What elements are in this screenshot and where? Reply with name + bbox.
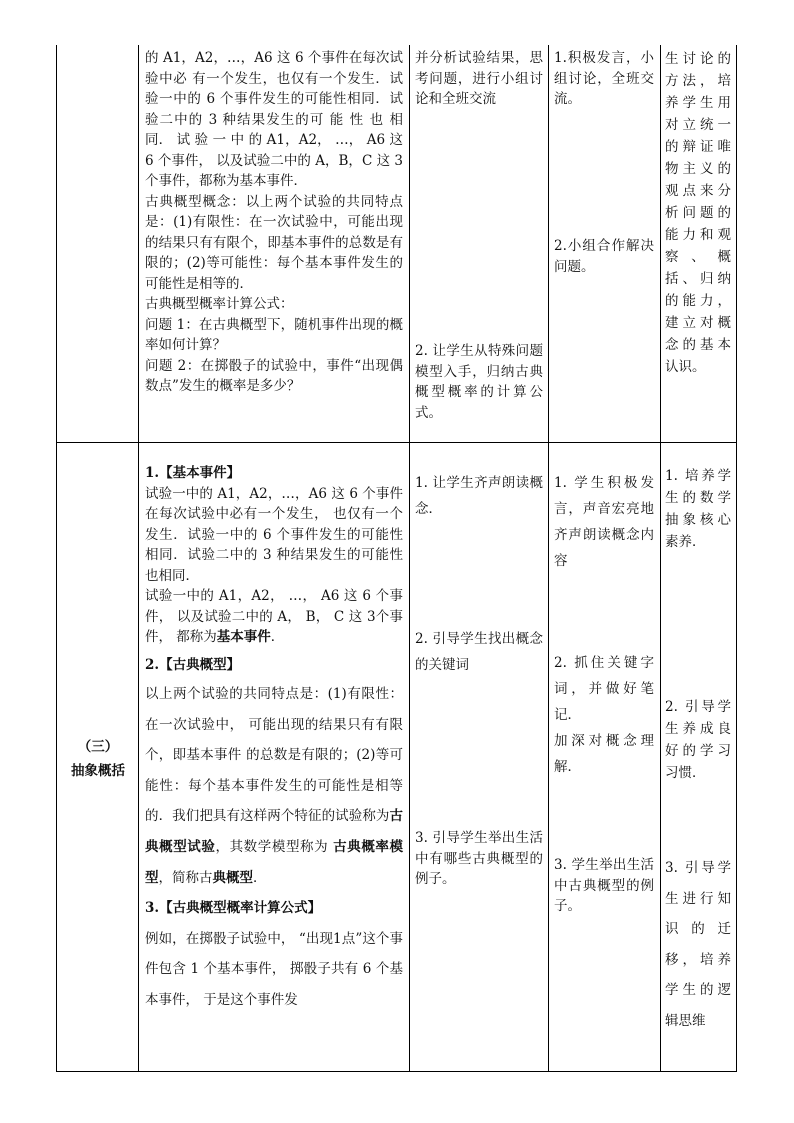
paragraph: 3. 学生举出生活中古典概型的例子。 — [554, 857, 654, 914]
teacher-activity-cell — [415, 48, 543, 110]
column-divider — [660, 45, 661, 1072]
paragraph: 2. 引导学生找出概念的关键词 — [415, 631, 543, 673]
teacher-activity-cell — [415, 626, 543, 678]
text-run: ． — [270, 629, 285, 645]
paragraph: 并分析试验结果，思考问题，进行小组讨论和全班交流 — [415, 50, 543, 107]
key-term: 古典概率模型 — [145, 838, 404, 886]
text-run: ． — [253, 869, 267, 886]
paragraph: 古典概型概念：以上两个试验的共同特点是：(1)有限性：在一次试验中，可能出现的结果只有有限个，即基本事件的总数是有限的；(2)等可能性：每个基本事件发生的可能性是相等的． — [145, 193, 403, 292]
paragraph: 2. 抓住关键字词，并做好笔记． — [554, 655, 654, 723]
section-heading: 1.【基本事件】 — [145, 465, 241, 481]
stage-cell — [60, 735, 136, 783]
stage-number: （三） — [77, 739, 119, 755]
content-cell — [145, 48, 403, 397]
student-activity-cell — [554, 855, 654, 917]
text-run: 以上两个试验的共同特点是：(1)有限性：在一次试验中， 可能出现的结果只有有限个，即基本事件 的总数是有限的；(2)等可能性：每个基本事件发生的可能性是相等的．我们把具有这样两个特征的试验称为 — [145, 686, 403, 825]
paragraph: 2.小组合作解决问题。 — [554, 238, 654, 275]
paragraph: 古典概型概率计算公式： — [145, 296, 294, 312]
paragraph: 问题 2：在掷骰子的试验中，事件“出现偶数点”发生的概率是多少？ — [145, 357, 403, 394]
paragraph: 2. 引导学生养成良好的学习习惯． — [665, 699, 731, 781]
student-activity-cell — [554, 470, 654, 574]
paragraph: 生讨论的方法，培养学生用对立统一的辩证唯物主义的观点来分析问题的能力和观察、概括、归纳的能力，建立对概念的基本认识。 — [665, 51, 731, 375]
paragraph: 问题 1：在古典概型下，随机事件出现的概率如何计算？ — [145, 316, 403, 353]
design-intent-cell — [665, 48, 731, 378]
student-activity-cell — [554, 650, 654, 780]
paragraph: 1.积极发言，小组讨论，全班交流。 — [554, 50, 654, 107]
text-run: 试验一中的 A1，A2， …， A6 这 6 个事件， 以及试验二中的 A， B， C 这 3个事件， 都称为 — [145, 588, 403, 645]
design-intent-cell — [665, 696, 731, 784]
column-divider — [409, 45, 410, 1072]
teacher-activity-cell — [415, 828, 543, 890]
lesson-plan-table — [56, 45, 737, 1072]
design-intent-cell — [665, 853, 731, 1037]
key-term: 基本事件 — [216, 629, 271, 645]
student-activity-cell — [554, 236, 654, 277]
teacher-activity-cell — [415, 341, 543, 423]
paragraph: 3. 引导学生进行知识的迁移，培养学生的逻辑思维 — [665, 860, 731, 1029]
column-divider — [138, 45, 139, 1072]
paragraph: 1. 学生积极发言，声音宏亮地齐声朗读概念内容 — [554, 475, 654, 569]
paragraph: 例如，在掷骰子试验中， “出现1点”这个事件包含 1 个基本事件， 掷骰子共有 6 个基本事件， 于是这个事件发 — [145, 930, 403, 1008]
column-divider — [548, 45, 549, 1072]
section-heading: 2.【古典概型】 — [145, 656, 241, 673]
text-run: ，其数学模型称为 — [215, 838, 334, 855]
paragraph: 2. 让学生从特殊问题模型入手，归纳古典概型概率的计算公式。 — [415, 343, 543, 421]
table-left-border — [56, 45, 57, 1072]
stage-name: 抽象概括 — [71, 763, 125, 779]
paragraph — [145, 679, 403, 893]
paragraph: 加深对概念理解． — [554, 733, 654, 775]
student-activity-cell — [554, 48, 654, 110]
paragraph: 1. 让学生齐声朗读概念． — [415, 475, 543, 517]
design-intent-cell — [665, 465, 731, 553]
table-right-border — [736, 45, 737, 1072]
content-cell — [145, 463, 403, 1016]
key-term: 古典概型试验 — [145, 808, 403, 855]
paragraph — [145, 586, 403, 648]
text-run: ，简称古 — [158, 869, 213, 886]
table-row-divider — [56, 442, 737, 443]
key-term: 典概型 — [212, 869, 253, 886]
paragraph: 试验一中的 A1，A2，…，A6 这 6 个事件在每次试验中必有一个发生， 也仅有一个发生．试验一中的 6 个事件发生的可能性相同．试验二中的 3 种结果发生的可能性也相同． — [145, 485, 403, 584]
section-heading: 3.【古典概型概率计算公式】 — [145, 900, 322, 917]
paragraph: 3. 引导学生举出生活中有哪些古典概型的例子。 — [415, 830, 543, 887]
teacher-activity-cell — [415, 470, 543, 522]
paragraph: 的 A1，A2，…，A6 这 6 个事件在每次试验中必 有一个发生，也仅有一个发生．试验一中的 6 个事件发生的可能性相同．试 验二中的 3 种结果发生的可 能 性 也 相 同． 试 验 一 中 的 A1，A2， …， A6 这 6 个事件， 以及试验二中的 A，B，C 这 3 个事件，都称为基本事件． — [145, 50, 403, 189]
paragraph: 1. 培养学生的数学抽象核心素养． — [665, 468, 731, 550]
table-bottom-border — [56, 1071, 737, 1072]
